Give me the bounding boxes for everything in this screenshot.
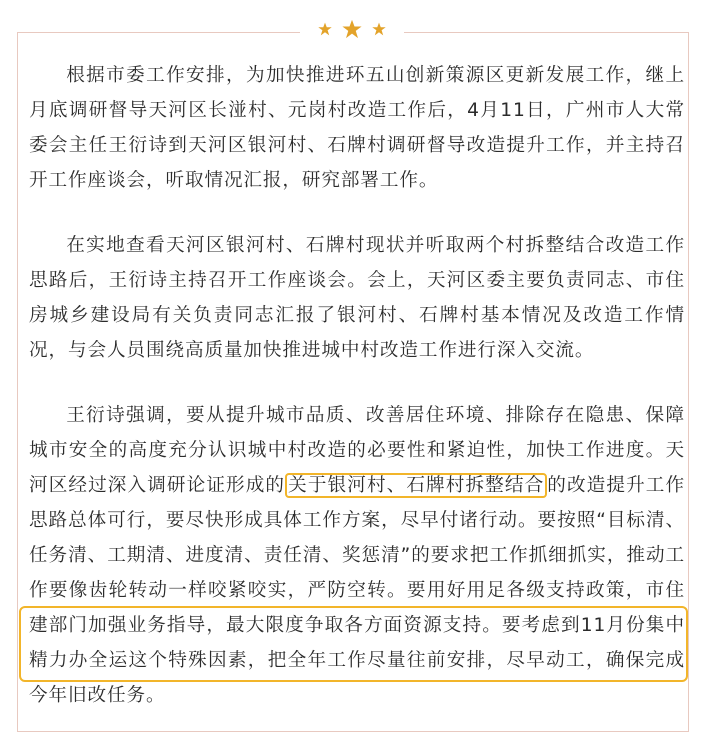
star-icon [342,19,362,39]
star-icon [372,22,386,36]
highlighted-phrase: 关于银河村、石牌村拆整结合 [285,473,547,498]
three-stars-icon [300,14,404,44]
paragraph-2: 在实地查看天河区银河村、石牌村现状并听取两个村拆整结合改造工作思路后，王衍诗主持召开工作座谈会。会上，天河区委主要负责同志、市住房城乡建设局有关负责同志汇报了银河村、石牌村基本情况及改造工作情况，与会人员围绕高质量加快推进城中村改造工作进行深入交流。 [29,235,685,361]
article-body [29,58,685,743]
paragraph-1: 根据市委工作安排，为加快推进环五山创新策源区更新发展工作，继上月底调研督导天河区长湴村、元岗村改造工作后，4月11日，广州市人大常委会主任王衍诗到天河区银河村、石牌村调研督导改造提升工作，并主持召开工作座谈会，听取情况汇报，研究部署工作。 [29,65,685,191]
star-icon [318,22,332,36]
paragraph-3 [29,398,685,713]
paragraph-3-text-after: 的改造提升工作思路总体可行，要尽快形成具体工作方案，尽早付诸行动。要按照“目标清、任务清、工期清、进度清、责任清、奖惩清”的要求把工作抓细抓实，推动工作要像齿轮转动一样咬紧咬实，严防空转。要用好用足各级支持政策，市住建部门加强业务指导，最大限度争取各方面资源支持。要考虑到11月份集中精力办全运这个特殊因素，把全年工作尽量往前安排，尽早动工，确保完成今年旧改任务。 [29,475,685,706]
paragraph-3-text-before: 王衍诗强调，要从提升城市品质、改善居住环境、排除存在隐患、保障城市安全的高度充分认识城中村改造的必要性和紧迫性，加快工作进度。天河区经过深入调研论证形成的 [29,405,685,496]
